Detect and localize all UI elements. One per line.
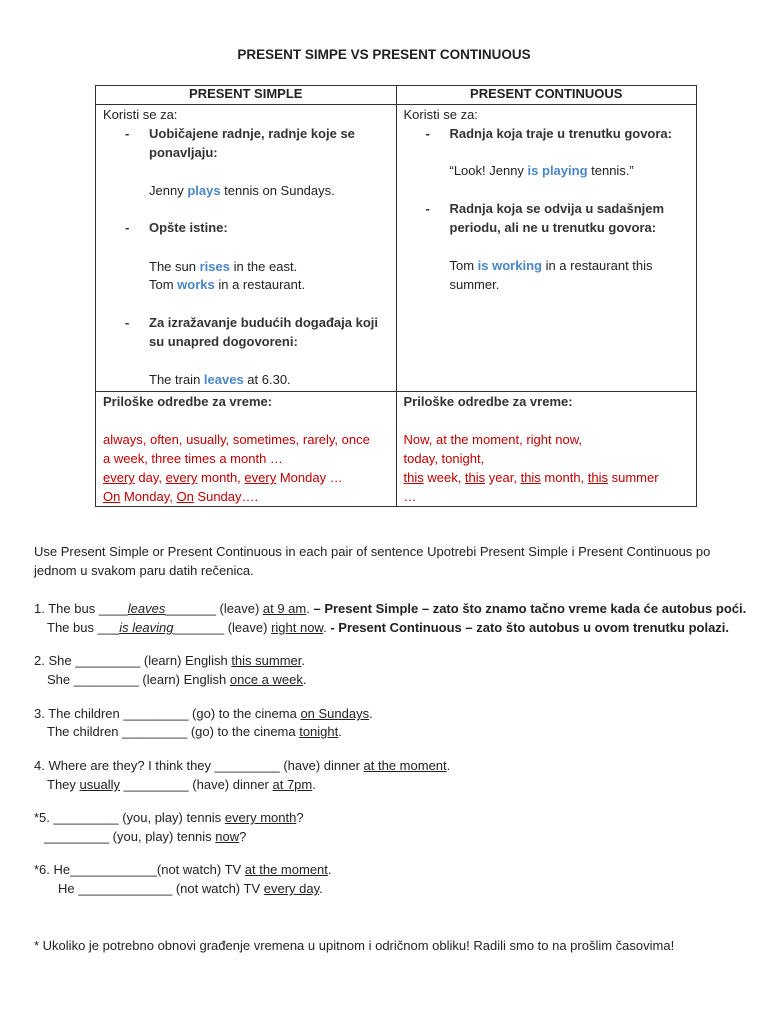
simple-adverbs-line2: a week, three times a month … (103, 451, 283, 466)
bullet-dash: - (425, 126, 430, 141)
exercise-1a: 1. The bus ____leaves_______ (leave) at 9 am. – Present Simple – zato što znamo tačno vreme kada će autobus poći. (34, 601, 747, 616)
bullet-dash: - (425, 201, 430, 216)
exercise-3b: The children _________ (go) to the cinema tonight. (47, 724, 342, 739)
continuous-adverbs-line4: … (403, 489, 417, 504)
exercise-2b: She _________ (learn) English once a week. (47, 672, 307, 687)
exercise-4b: They usually _________ (have) dinner at 7pm. (47, 777, 316, 792)
simple-example-2: The sun rises in the east. (149, 259, 298, 274)
exercise-6b: He _____________ (not watch) TV every day. (58, 881, 323, 896)
exercise-5b: _________ (you, play) tennis now? (44, 829, 247, 844)
simple-intro: Koristi se za: (103, 107, 178, 122)
exercise-5a: *5. _________ (you, play) tennis every month? (34, 810, 304, 825)
simple-example-1: Jenny plays tennis on Sundays. (149, 183, 335, 198)
simple-adverbs-title: Priloške odredbe za vreme: (103, 394, 273, 409)
table-header-row (96, 86, 697, 105)
exercise-3a: 3. The children _________ (go) to the cinema on Sundays. (34, 706, 373, 721)
simple-adverbs-line4: On Monday, On Sunday…. (103, 489, 259, 504)
simple-adverbs-line1: always, often, usually, sometimes, rarely, once (103, 432, 370, 447)
continuous-adverbs-line1: Now, at the moment, right now, (403, 432, 582, 447)
exercise-2a: 2. She _________ (learn) English this summer. (34, 653, 306, 668)
continuous-example-1: “Look! Jenny is playing tennis.” (449, 163, 634, 178)
continuous-use2-line2: periodu, ali ne u trenutku govora: (449, 220, 657, 235)
exercise-1b: The bus ___is leaving_______ (leave) right now. - Present Continuous – zato što autobus u ovom trenutku polazi. (47, 620, 730, 635)
instructions-line1: Use Present Simple or Present Continuous in each pair of sentence Upotrebi Present Simple i Present Continuous po (34, 544, 711, 559)
simple-use2: Opšte istine: (149, 220, 228, 235)
continuous-adverbs-line3: this week, this year, this month, this summer (403, 470, 659, 485)
header-present-simple: PRESENT SIMPLE (96, 86, 397, 105)
simple-example-4: The train leaves at 6.30. (149, 372, 291, 387)
continuous-adverbs-title: Priloške odredbe za vreme: (403, 394, 573, 409)
continuous-intro: Koristi se za: (403, 107, 478, 122)
header-present-continuous: PRESENT CONTINUOUS (396, 86, 697, 105)
bullet-dash: - (125, 315, 130, 330)
table-adverbs-row (96, 392, 697, 507)
page-title: PRESENT SIMPE VS PRESENT CONTINUOUS (237, 47, 531, 62)
exercise-6a: *6. He____________(not watch) TV at the moment. (34, 862, 332, 877)
grammar-table (95, 85, 697, 507)
continuous-example-2-cont: summer. (449, 277, 500, 292)
simple-use3-line1: Za izražavanje budućih događaja koji (149, 315, 378, 330)
continuous-example-2: Tom is working in a restaurant this (449, 258, 653, 273)
bullet-dash: - (125, 126, 130, 141)
simple-use1-line1: Uobičajene radnje, radnje koje se (149, 126, 355, 141)
simple-adverbs-line3: every day, every month, every Monday … (103, 470, 343, 485)
bullet-dash: - (125, 220, 130, 235)
instructions-line2: jednom u svakom paru datih rečenica. (34, 563, 254, 578)
continuous-use2-line1: Radnja koja se odvija u sadašnjem (449, 201, 665, 216)
simple-use3-line2: su unapred dogovoreni: (149, 334, 298, 349)
simple-adverbs-cell (96, 392, 397, 507)
continuous-use1: Radnja koja traje u trenutku govora: (449, 126, 672, 141)
footnote: * Ukoliko je potrebno obnovi građenje vremena u upitnom i odričnom obliku! Radili smo to na prošlim časovima! (34, 938, 675, 953)
simple-example-3: Tom works in a restaurant. (149, 277, 306, 292)
continuous-adverbs-cell (396, 392, 697, 507)
continuous-adverbs-line2: today, tonight, (403, 451, 485, 466)
exercise-4a: 4. Where are they? I think they _________ (have) dinner at the moment. (34, 758, 451, 773)
simple-usage-cell (96, 105, 397, 392)
simple-use1-line2: ponavljaju: (149, 145, 218, 160)
table-usage-row (96, 105, 697, 392)
continuous-usage-cell (396, 105, 697, 392)
